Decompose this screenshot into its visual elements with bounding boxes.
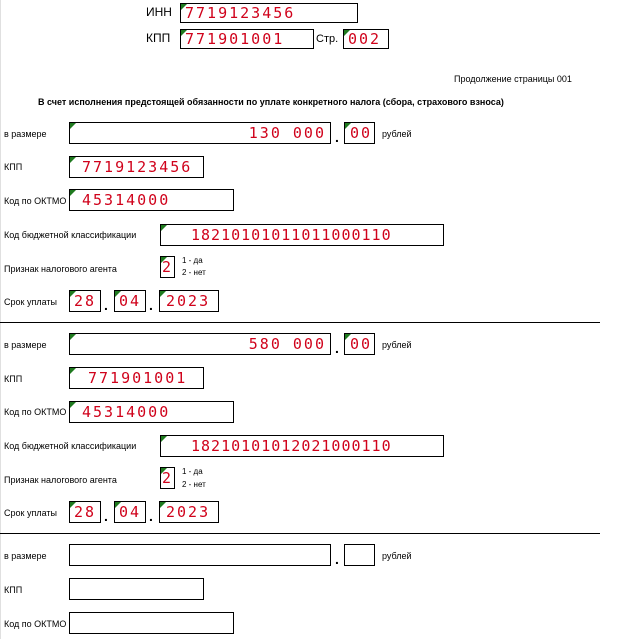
date-dot: . xyxy=(104,508,108,524)
rubles-label: рублей xyxy=(382,340,412,350)
oktmo-value: 45314000 xyxy=(82,191,171,209)
left-margin-line xyxy=(0,0,1,639)
due-year-field[interactable] xyxy=(159,290,219,312)
rubles-label: рублей xyxy=(382,551,412,561)
kbk-value: 18210101011011000110 xyxy=(191,226,392,244)
decimal-dot: . xyxy=(335,340,339,356)
due-day-value: 28 xyxy=(74,292,97,310)
kopecks-value: 00 xyxy=(350,124,373,142)
agent-yes-note: 1 - да xyxy=(182,467,203,476)
kpp-header-label: КПП xyxy=(146,31,171,45)
kpp-header-value: 771901001 xyxy=(185,30,285,48)
oktmo-field[interactable] xyxy=(69,189,234,211)
due-year-field[interactable] xyxy=(159,501,219,523)
amount-value: 580 000 xyxy=(248,335,326,353)
due-month-value: 04 xyxy=(119,292,142,310)
kbk-field[interactable] xyxy=(160,435,444,457)
due-label: Срок уплаты xyxy=(4,508,57,518)
date-dot: . xyxy=(149,508,153,524)
kpp-value: 771901001 xyxy=(88,369,188,387)
agent-yes-note: 1 - да xyxy=(182,256,203,265)
inn-value: 7719123456 xyxy=(185,4,296,22)
decimal-dot: . xyxy=(335,129,339,145)
oktmo-field[interactable] xyxy=(69,612,234,634)
oktmo-label: Код по ОКТМО xyxy=(4,619,67,629)
kbk-label: Код бюджетной классификации xyxy=(4,230,137,240)
agent-value: 2 xyxy=(162,258,174,276)
kpp-label: КПП xyxy=(4,374,23,384)
kpp-field[interactable] xyxy=(69,156,204,178)
block-divider xyxy=(0,533,600,534)
due-day-field[interactable] xyxy=(69,501,101,523)
page-label: Стр. xyxy=(316,33,339,45)
continuation-text: Продолжение страницы 001 xyxy=(454,74,572,84)
kbk-label: Код бюджетной классификации xyxy=(4,441,137,451)
section-title: В счет исполнения предстоящей обязанности по уплате конкретного налога (сбора, страхового взноса) xyxy=(38,97,504,107)
date-dot: . xyxy=(104,297,108,313)
decimal-dot: . xyxy=(335,551,339,567)
agent-label: Признак налогового агента xyxy=(4,264,117,274)
rubles-label: рублей xyxy=(382,129,412,139)
amount-field[interactable] xyxy=(69,122,331,144)
kpp-field[interactable] xyxy=(69,367,204,389)
amount-label: в размере xyxy=(4,340,47,350)
amount-label: в размере xyxy=(4,129,47,139)
kbk-value: 18210101012021000110 xyxy=(191,437,392,455)
kpp-field[interactable] xyxy=(69,578,204,600)
due-month-field[interactable] xyxy=(114,501,146,523)
due-label: Срок уплаты xyxy=(4,297,57,307)
due-month-value: 04 xyxy=(119,503,142,521)
amount-label: в размере xyxy=(4,551,47,561)
page-number-value: 002 xyxy=(348,30,382,48)
inn-label: ИНН xyxy=(146,5,172,19)
due-year-value: 2023 xyxy=(166,503,211,521)
due-year-value: 2023 xyxy=(166,292,211,310)
agent-no-note: 2 - нет xyxy=(182,480,206,489)
kpp-label: КПП xyxy=(4,585,23,595)
agent-field[interactable] xyxy=(160,467,175,489)
agent-field[interactable] xyxy=(160,256,175,278)
inn-field[interactable] xyxy=(180,3,358,23)
date-dot: . xyxy=(149,297,153,313)
kopecks-field[interactable] xyxy=(344,544,375,566)
kopecks-field[interactable] xyxy=(344,122,375,144)
kpp-label: КПП xyxy=(4,162,23,172)
amount-field[interactable] xyxy=(69,544,331,566)
due-day-value: 28 xyxy=(74,503,97,521)
kbk-field[interactable] xyxy=(160,224,444,246)
oktmo-label: Код по ОКТМО xyxy=(4,407,67,417)
page-number-field[interactable] xyxy=(343,29,389,49)
kpp-header-field[interactable] xyxy=(180,29,314,49)
agent-value: 2 xyxy=(162,469,174,487)
kopecks-value: 00 xyxy=(350,335,373,353)
oktmo-label: Код по ОКТМО xyxy=(4,196,67,206)
kopecks-field[interactable] xyxy=(344,333,375,355)
due-day-field[interactable] xyxy=(69,290,101,312)
agent-label: Признак налогового агента xyxy=(4,475,117,485)
amount-value: 130 000 xyxy=(248,124,326,142)
oktmo-field[interactable] xyxy=(69,401,234,423)
due-month-field[interactable] xyxy=(114,290,146,312)
agent-no-note: 2 - нет xyxy=(182,268,206,277)
amount-field[interactable] xyxy=(69,333,331,355)
kpp-value: 7719123456 xyxy=(82,158,193,176)
oktmo-value: 45314000 xyxy=(82,403,171,421)
block-divider xyxy=(0,322,600,323)
